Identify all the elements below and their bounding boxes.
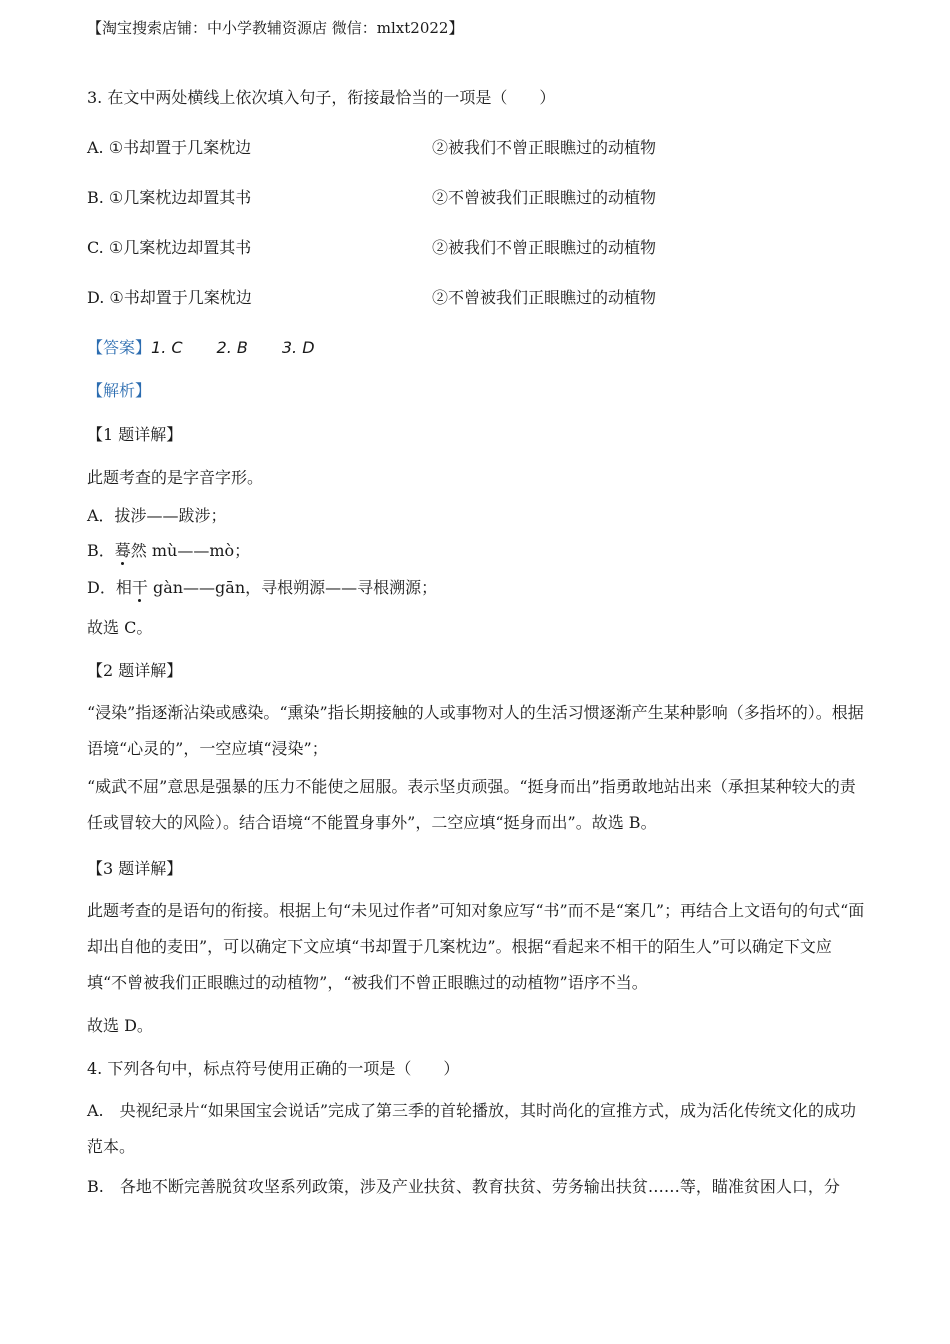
- detail-1-line: [87, 540, 250, 562]
- option-c-part1: C. ①几案枕边却置其书: [87, 238, 252, 257]
- option-a: [87, 137, 657, 159]
- dotted-char: 蓦: [114, 541, 131, 560]
- option-a-part1: A. ①书却置于几案枕边: [87, 138, 252, 157]
- question-4-option-a: A. 央视纪录片“如果国宝会说话”完成了第三季的首轮播放，其时尚化的宣推方式，成为活化传统文化的成功范本。: [87, 1101, 857, 1156]
- analysis-label: 【解析】: [87, 381, 152, 400]
- question-4-option-b: B. 各地不断完善脱贫攻坚系列政策，涉及产业扶贫、教育扶贫、劳务输出扶贫……等，瞄准贫困人口，分: [87, 1177, 840, 1196]
- text-fragment: gàn——gān，寻根朔源——寻根溯源；: [147, 578, 438, 597]
- detail-2-title: 【2 题详解】: [87, 661, 183, 680]
- detail-1-line: A．拔涉——跋涉；: [87, 506, 227, 525]
- question-3-stem: 3. 在文中两处横线上依次填入句子，衔接最恰当的一项是（ ）: [87, 88, 556, 107]
- text-fragment: D．相: [87, 578, 132, 597]
- option-b: [87, 187, 657, 209]
- text-fragment: B．: [87, 541, 115, 560]
- option-a-part2: ②被我们不曾正眼瞧过的动植物: [432, 138, 657, 157]
- detail-3-paragraph: 此题考查的是语句的衔接。根据上句“未见过作者”可知对象应写“书”而不是“案几”；再结合上文语句的句式“面却出自他的麦田”，可以确定下文应填“书却置于几案枕边”。根据“看起来不相干的陌生人”可以确定下文应填“不曾被我们正眼瞧过的动植物”，“被我们不曾正眼瞧过的动植物”语序不当。: [87, 901, 865, 992]
- option-d-part2: ②不曾被我们正眼瞧过的动植物: [432, 288, 657, 307]
- option-c-part2: ②被我们不曾正眼瞧过的动植物: [432, 238, 657, 257]
- answer-label: 【答案】: [87, 338, 152, 357]
- answer-item: 2. B: [216, 338, 248, 357]
- answer-line: [87, 337, 349, 359]
- detail-2-paragraph: “威武不屈”意思是强暴的压力不能使之屈服。表示坚贞顽强。“挺身而出”指勇敢地站出来（承担某种较大的责任或冒较大的风险）。结合语境“不能置身事外”，二空应填“挺身而出”。故选 B。: [87, 777, 856, 832]
- detail-1-title: 【1 题详解】: [87, 425, 183, 444]
- option-b-part1: B. ①几案枕边却置其书: [87, 188, 252, 207]
- option-b-part2: ②不曾被我们正眼瞧过的动植物: [432, 188, 657, 207]
- text-fragment: 然 mù——mò；: [130, 541, 251, 560]
- detail-2-paragraph: “浸染”指逐渐沾染或感染。“熏染”指长期接触的人或事物对人的生活习惯逐渐产生某种影响（多指坏的）。根据语境“心灵的”，一空应填“浸染”；: [87, 703, 864, 758]
- detail-1-line: 此题考查的是字音字形。: [87, 468, 264, 487]
- detail-3-line: 故选 D。: [87, 1016, 153, 1035]
- option-d-part1: D. ①书却置于几案枕边: [87, 288, 252, 307]
- detail-3-title: 【3 题详解】: [87, 859, 183, 878]
- option-d: [87, 287, 657, 309]
- dotted-char: 干: [131, 578, 148, 597]
- page-header: 【淘宝搜索店铺：中小学教辅资源店 微信：mlxt2022】: [87, 19, 464, 37]
- option-c: [87, 237, 657, 259]
- answer-item: 1. C: [151, 338, 183, 357]
- detail-1-line: 故选 C。: [87, 618, 153, 637]
- detail-1-line: [87, 577, 437, 599]
- question-4-stem: 4. 下列各句中，标点符号使用正确的一项是（ ）: [87, 1059, 460, 1078]
- answer-item: 3. D: [281, 338, 315, 357]
